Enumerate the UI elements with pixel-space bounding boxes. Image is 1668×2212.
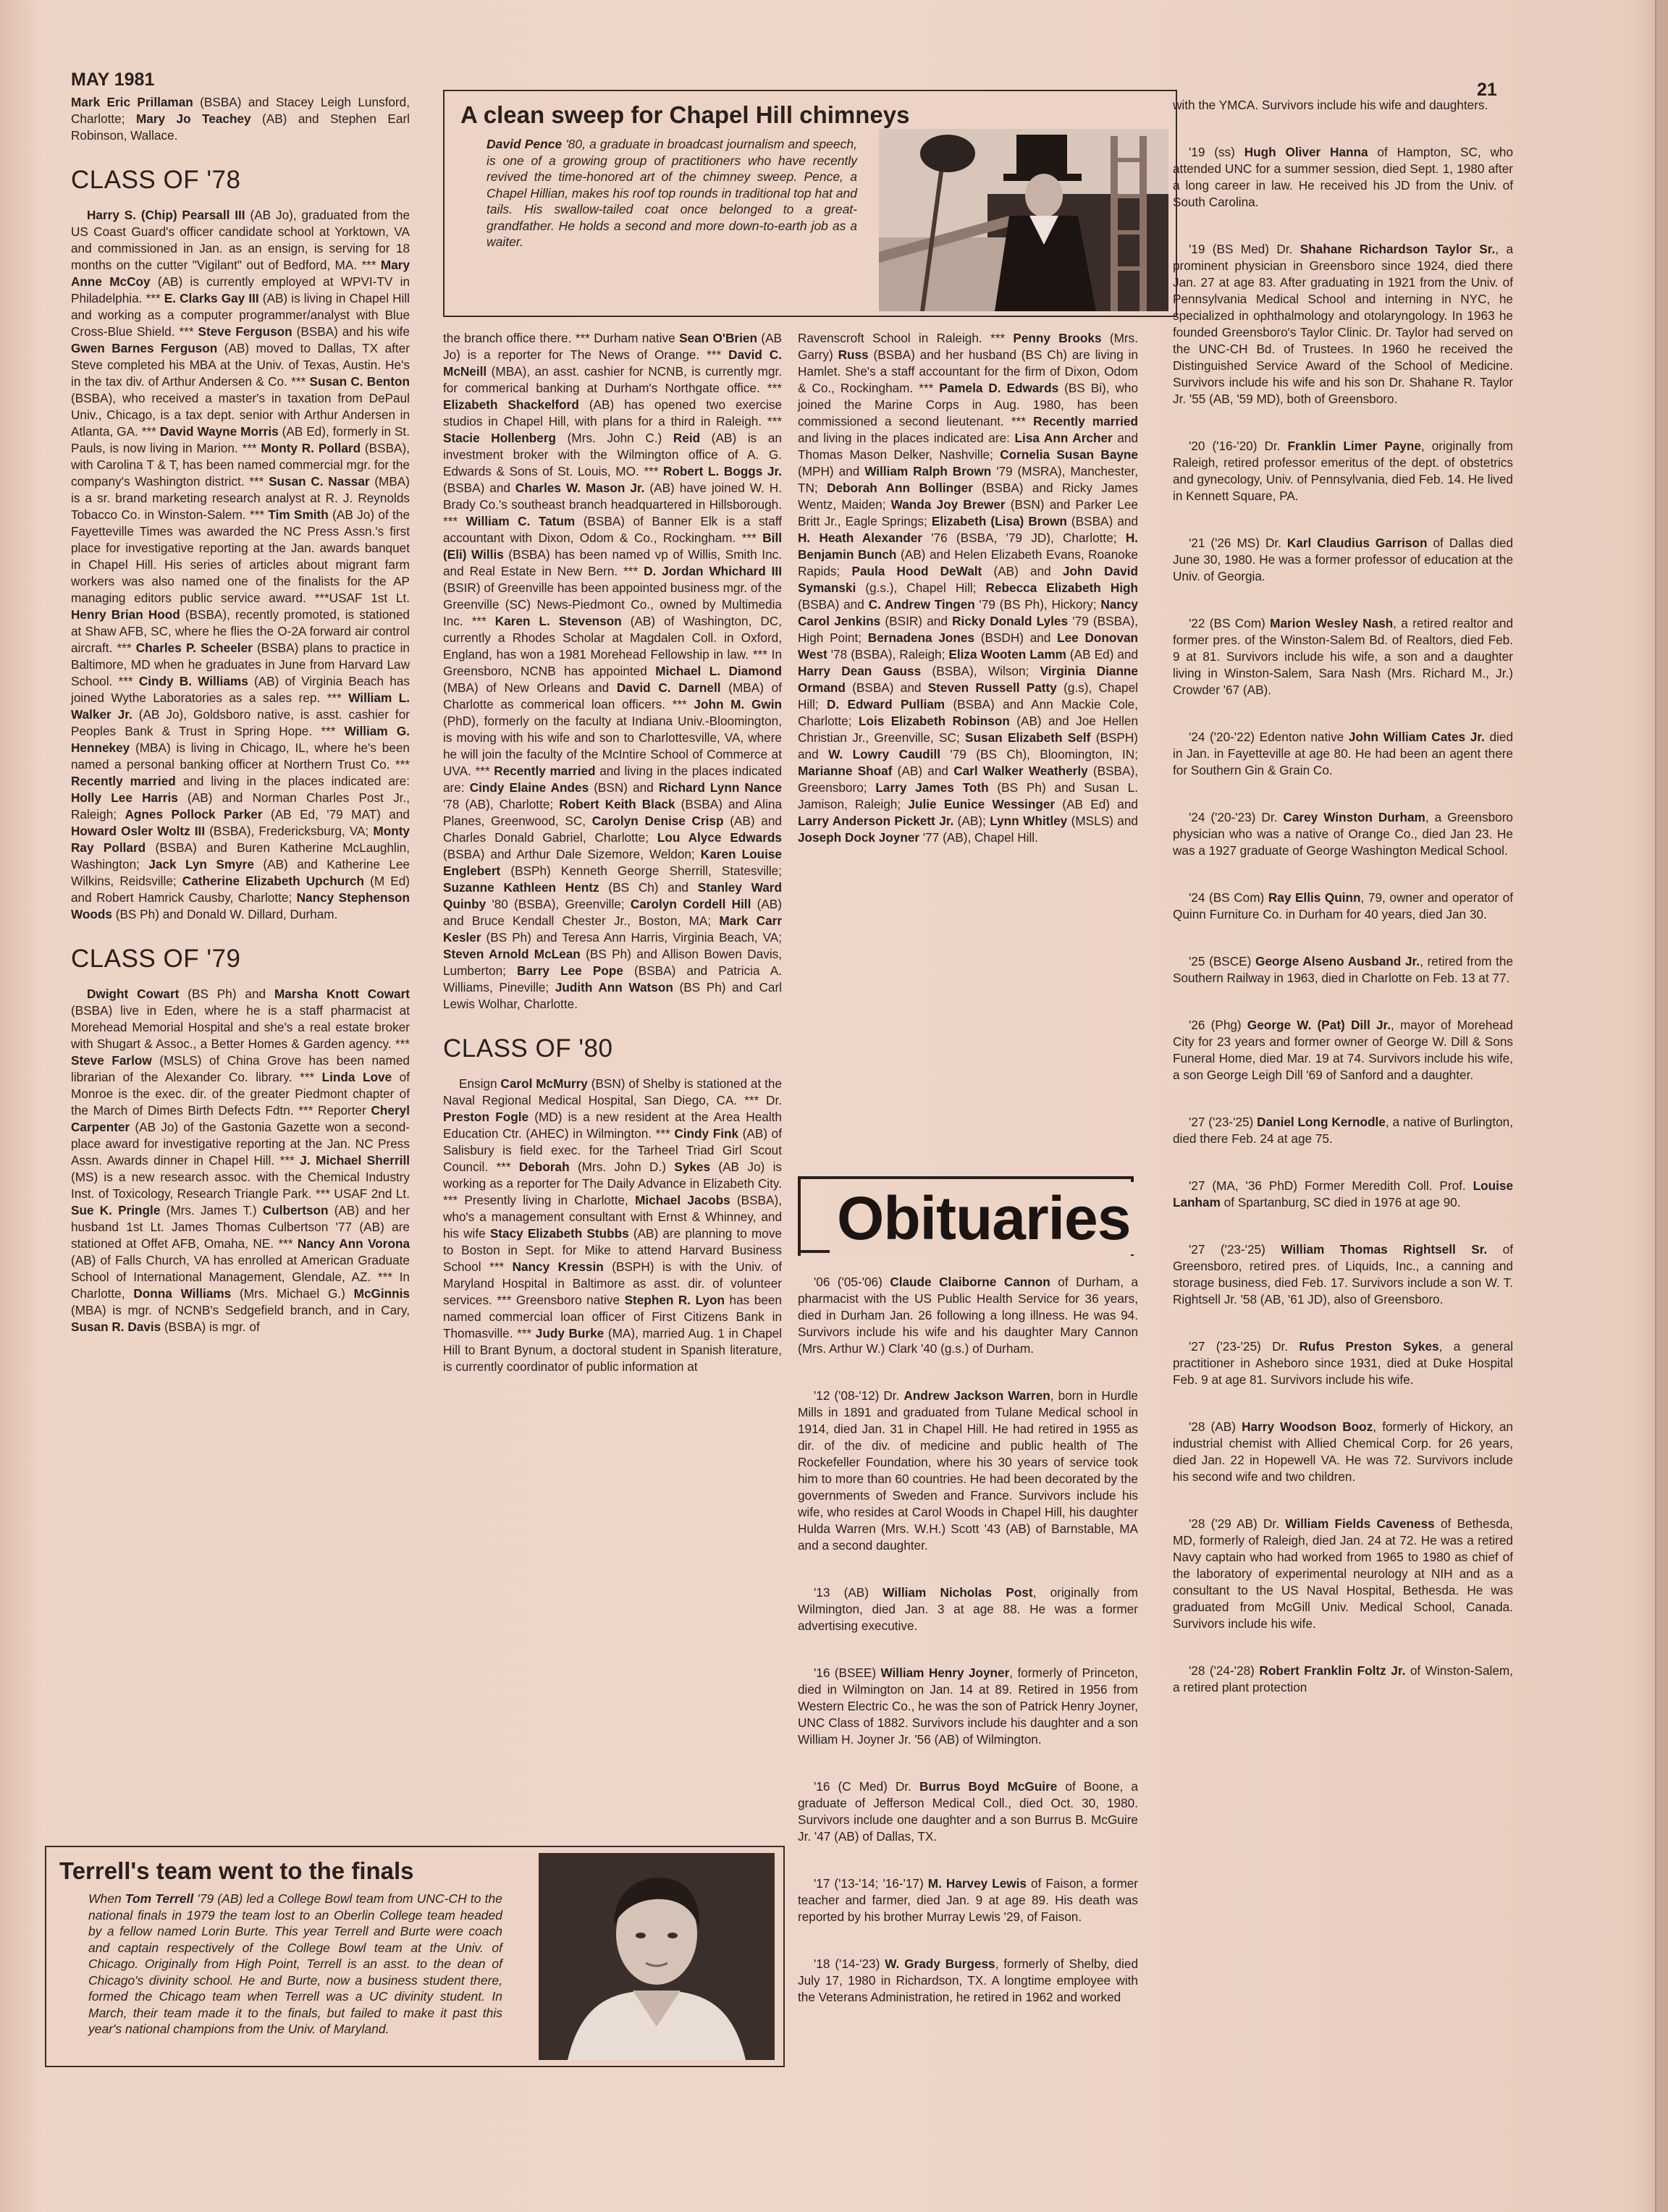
obituary-entry: '06 ('05-'06) Claude Claiborne Cannon of Durham, a pharmacist with the US Public Health Service for 36 years, died in Durham Jan. 26 following a long illness. He was 94. Survivors include his wife and his daughter Mary Cannon (Mrs. Arthur W.) Clark '40 (g.s.) of Durham. xyxy=(798,1275,1139,1356)
obituaries-banner xyxy=(798,1176,1131,1256)
column-2 xyxy=(443,330,782,1375)
col3-text: Ravenscroft School in Raleigh. *** Penny Brooks (Mrs. Garry) Russ (BSBA) and her husband (BS Ch) are living in Hamlet. She's a staff accountant for the firm of Dixon, Odom & Co., Rockingham. *** Pamela D. Edwards (BS Bi), who joined the Marine Corps in Aug. 1980, has been commissioned a second lieutenant. *** Recently married and living in the places indicated are: Lisa Ann Archer and Thomas Mason Delker, Nashville; Cornelia Susan Bayne (MPH) and William Ralph Brown '79 (MSRA), Manchester, TN; Deborah Ann Bollinger (BSBA) and Ricky James Wentz, Maiden; Wanda Joy Brewer (BSN) and Parker Lee Britt Jr., Eagle Springs; Elizabeth (Lisa) Brown (BSBA) and H. Heath Alexander '76 (BSBA, '79 JD), Charlotte; H. Benjamin Bunch (AB) and Helen Elizabeth Evans, Roanoke Rapids; Paula Hood DeWalt (AB) and John David Symanski (g.s.), Chapel Hill; Rebecca Elizabeth High (BSBA) and C. Andrew Tingen '79 (BS Ph), Hickory; Nancy Carol Jenkins (BSIR) and Ricky Donald Lyles '79 (BSBA), High Point; Bernadena Jones (BSDH) and Lee Donovan West '78 (BSBA), Raleigh; Eliza Wooten Lamm (AB Ed) and Harry Dean Gauss (BSBA), Wilson; Virginia Dianne Ormand (BSBA) and Steven Russell Patty (g.s), Chapel Hill; D. Edward Pulliam (BSBA) and Ann Mackie Cole, Charlotte; Lois Elizabeth Robinson (AB) and Joe Hellen Christian Jr., Greenville, SC; Susan Elizabeth Self (BSPH) and W. Lowry Caudill '79 (BS Ch), Bloomington, IN; Marianne Shoaf (AB) and Carl Walker Weatherly (BSBA), Greensboro; Larry James Toth (BS Ph) and Susan L. Jamison, Raleigh; Julie Eunice Wessinger (AB Ed) and Larry Anderson Pickett Jr. (AB); Lynn Whitley (MSLS) and Joseph Dock Joyner '77 (AB), Chapel Hill. xyxy=(798,331,1139,845)
class-of-79-text: Dwight Cowart (BS Ph) and Marsha Knott Cowart (BSBA) live in Eden, where he is a staff pharmacist at Morehead Memorial Hospital and she's a real estate broker with Shugart & Assoc., a Better Homes & Garden agency. *** Steve Farlow (MSLS) of China Grove has been named librarian of the Alexander Co. library. *** Linda Love of Monroe is the exec. dir. of the greater Piedmont chapter of the March of Dimes Birth Defects Fdtn. *** Reporter Cheryl Carpenter (AB Jo) of the Gastonia Gazette won a second-place award for investigative reporting at the Jan. NC Press Assn. Awards dinner in Chapel Hill. *** J. Michael Sherrill (MS) is a new research assoc. with the Chemical Industry Inst. of Toxicology, Research Triangle Park. *** USAF 2nd Lt. Sue K. Pringle (Mrs. James T.) Culbertson (AB) and her husband 1st Lt. James Thomas Culbertson '77 (AB) are stationed at Offet AFB, Omaha, NE. *** Nancy Ann Vorona (AB) of Falls Church, VA has enrolled at American Graduate School of International Management, Glendale, AZ. *** In Charlotte, Donna Williams (Mrs. Michael G.) McGinnis (MBA) is mgr. of NCNB's Sedgefield branch, and in Cary, Susan R. Davis (BSBA) is mgr. of xyxy=(71,987,410,1334)
obituaries-column-4 xyxy=(1173,97,1513,1726)
class-of-78-text: Harry S. (Chip) Pearsall III (AB Jo), graduated from the US Coast Guard's officer candidate school at Yorktown, VA and commissioned in Jan. as an ensign, is serving for 18 months on the cutter "Vigilant" out of Bedford, MA. *** Mary Anne McCoy (AB) is currently employed at WPVI-TV in Philadelphia. *** E. Clarks Gay III (AB) is living in Chapel Hill and working as a computer programmer/analyst with Blue Cross-Blue Shield. *** Steve Ferguson (BSBA) and his wife Gwen Barnes Ferguson (AB) moved to Dallas, TX after Steve completed his MBA at the Univ. of Texas, Austin. He's in the tax div. of Arthur Andersen & Co. *** Susan C. Benton (BSBA), who received a master's in taxation from DePaul Univ., Chicago, is a tax dept. senior with Arthur Andersen in Atlanta, GA. *** David Wayne Morris (AB Ed), formerly in St. Pauls, is now living in Marion. *** Monty R. Pollard (BSBA), with Carolina T & T, has been named commercial mgr. for the company's Washington district. *** Susan C. Nassar (MBA) is a sr. brand marketing research analyst at R. J. Reynolds Tobacco Co. in Winston-Salem. *** Tim Smith (AB Jo) of the Fayetteville Times was awarded the NC Press Assn.'s first place for investigative reporting at the Jan. awards banquet in Chapel Hill. His series of articles about migrant farm workers was also named one of the finalists for the AP managing editors public service award. ***USAF 1st Lt. Henry Brian Hood (BSBA), recently promoted, is stationed at Shaw AFB, SC, where he flies the O-2A forward air control aircraft. *** Charles P. Scheeler (BSBA) plans to practice in Baltimore, MD when he graduates in June from Harvard Law School. *** Cindy B. Williams (AB) of Virginia Beach has joined Wythe Laboratories as a sales rep. *** William L. Walker Jr. (AB Jo), Goldsboro native, is asst. cashier for Peoples Bank & Trust in Spring Hope. *** William G. Hennekey (MBA) is living in Chicago, IL, where he's been named a personal banking officer at Northern Trust Co. *** Recently married and living in the places indicated are: Holly Lee Harris (AB) and Norman Charles Post Jr., Raleigh; Agnes Pollock Parker (AB Ed, '79 MAT) and Howard Osler Woltz III (BSBA), Fredericksburg, VA; Monty Ray Pollard (BSBA) and Buren Katherine McLaughlin, Washington; Jack Lyn Smyre (AB) and Katherine Lee Wilkins, Reidsville; Catherine Elizabeth Upchurch (M Ed) and Robert Hamrick Causby, Charlotte; Nancy Stephenson Woods (BS Ph) and Donald W. Dillard, Durham. xyxy=(71,208,410,921)
column-3 xyxy=(798,330,1138,846)
obituary-entry: with the YMCA. Survivors include his wife and daughters. xyxy=(1173,98,1488,112)
obituary-entry: '25 (BSCE) George Alseno Ausband Jr., retired from the Southern Railway in 1963, died in Charlotte on Feb. 13 at 77. xyxy=(1173,954,1514,985)
obituary-entry: '27 ('23-'25) William Thomas Rightsell Sr. of Greensboro, retired pres. of Liquids, Inc., a canning and storage business, died Feb. 17. Survivors include a son W. T. Rightsell Jr. '58 (AB, '61 JD), also of Greensboro. xyxy=(1173,1242,1514,1306)
obituary-entry: '24 ('20-'22) Edenton native John William Cates Jr. died in Jan. in Fayetteville at age 80. He had been an agent there for Southern Gin & Grain Co. xyxy=(1173,730,1513,777)
obituary-entry: '19 (BS Med) Dr. Shahane Richardson Taylor Sr., a prominent physician in Greensboro since 1924, died there Jan. 27 at age 83. After graduating in 1921 from the Univ. of Pennsylvania Medical School and interning in NYC, he specialized in ophthalmology and otolaryngology. In 1963 he founded Greensboro's Taylor Clinic. Dr. Taylor had served on the UNC-CH Bd. of Trustees. In 1960 he received the Distinguished Service Award of the School of Medicine. Survivors include his wife and his son Dr. Shahane R. Taylor Jr. '55 (AB, '59 MD), both of Greensboro. xyxy=(1173,242,1514,406)
obituary-entry: '26 (Phg) George W. (Pat) Dill Jr., mayor of Morehead City for 23 years and former owner of George W. Dill & Sons Funeral Home, died Mar. 19 at 74. Survivors include his wife, a son George Leigh Dill '69 of Sanford and a daughter. xyxy=(1173,1018,1513,1082)
chimney-sweep-caption: David Pence '80, a graduate in broadcast journalism and speech, is one of a growing group of practitioners who have recently revived the time-honored art of the chimney sweep. Pence, a Chapel Hillian, makes his roof top rounds in traditional top hat and tails. His swallow-tailed coat once belonged to a great-grandfather. He holds a second and more down-to-earth job as a waiter. xyxy=(486,137,857,249)
obituary-entry: '16 (BSEE) William Henry Joyner, formerly of Princeton, died in Wilmington on Jan. 14 at 89. Retired in 1956 from Western Electric Co., he was the son of Patrick Henry Joyner, UNC Class of 1882. Survivors include his daughter and a son William H. Joyner Jr. '56 (AB) of Wilmington. xyxy=(798,1666,1138,1747)
class-of-79-heading: CLASS OF '79 xyxy=(71,945,241,973)
chimney-sweep-illustration xyxy=(879,129,1168,311)
obituary-entry: '27 (MA, '36 PhD) Former Meredith Coll. Prof. Louise Lanham of Spartanburg, SC died in 1976 at age 90. xyxy=(1173,1178,1513,1210)
obituary-entry: '27 ('23-'25) Daniel Long Kernodle, a native of Burlington, died there Feb. 24 at age 75. xyxy=(1173,1115,1513,1146)
terrell-portrait xyxy=(539,1853,775,2060)
obituaries-title: Obituaries xyxy=(830,1182,1137,1254)
issue-date: MAY 1981 xyxy=(71,69,155,90)
obituary-entry: '17 ('13-'14; '16-'17) M. Harvey Lewis of Faison, a former teacher and farmer, died Jan. 9 at age 89. His death was reported by his brother Murray Lewis '29, of Faison. xyxy=(798,1876,1139,1924)
class-of-78-heading: CLASS OF '78 xyxy=(71,166,241,194)
class-of-80-text: Ensign Carol McMurry (BSN) of Shelby is stationed at the Naval Regional Medical Hospital, San Diego, CA. *** Dr. Preston Fogle (MD) is a new resident at the Area Health Education Ctr. (AHEC) in Wilmington. *** Cindy Fink (AB) of Salisbury is field exec. for the Tarheel Triad Girl Scout Council. *** Deborah (Mrs. John D.) Sykes (AB Jo) is working as a reporter for The Daily Advance in Elizabeth City. *** Presently living in Charlotte, Michael Jacobs (BSBA), who's a management consultant with Ernst & Whinney, and his wife Stacy Elizabeth Stubbs (AB) are planning to move to Boston in Sept. for Mike to attend Harvard Business School *** Nancy Kressin (BSPH) is with the Univ. of Maryland Hospital in Baltimore as asst. dir. of volunteer services. *** Greensboro native Stephen R. Lyon has been named commercial loan officer of First Citizens Bank in Thomasville. *** Judy Burke (MA), married Aug. 1 in Chapel Hill to Brant Bynum, a doctoral student in Spanish literature, is currently coordinator of public information at xyxy=(443,1076,783,1374)
chimney-sweep-feature xyxy=(443,90,1177,317)
obituary-entry: '24 ('20-'23) Dr. Carey Winston Durham, a Greensboro physician who was a native of Orange Co., died Jan 23. He was a 1927 graduate of George Washington Medical School. xyxy=(1173,810,1513,858)
obituary-entry: '24 (BS Com) Ray Ellis Quinn, 79, owner and operator of Quinn Furniture Co. in Durham for 40 years, died Jan 30. xyxy=(1173,890,1514,921)
terrell-feature xyxy=(45,1846,785,2067)
chimney-sweep-photo xyxy=(879,129,1168,311)
obituary-entry: '18 ('14-'23) W. Grady Burgess, formerly of Shelby, died July 17, 1980 in Richardson, TX. A longtime employee with the Veterans Administration, he retired in 1962 and worked xyxy=(798,1956,1138,2004)
terrell-caption: When Tom Terrell '79 (AB) led a College Bowl team from UNC-CH to the national finals in 1979 the team lost to an Oberlin College team headed by a fellow named Lorin Burte. This year Terrell and Burte were coach and captain respectively of the College Bowl team at the Univ. of Chicago. Originally from High Point, Terrell is an asst. to the dean of Chicago's divinity school. He and Burte, now a business student there, formed the Chicago team when Terrell was a UC divinity student. In March, their team made it to the finals, but failed to make it past this year's national champions from the Univ. of Maryland. xyxy=(88,1891,503,2036)
obituary-entry: '28 ('29 AB) Dr. William Fields Caveness of Bethesda, MD, formerly of Raleigh, died Jan. 24 at 72. He was a retired Navy captain who had worked from 1965 to 1980 as chief of the laboratory of experimental neurology at NIH and as a consultant to the US Naval Hospital, Bethesda. He was graduated from McGill Univ. Medical School, Canada. Survivors include his wife. xyxy=(1173,1516,1513,1631)
obituaries-column-3 xyxy=(798,1274,1138,2036)
obituary-list-continued xyxy=(1173,97,1513,1696)
obituary-entry: '19 (ss) Hugh Oliver Hanna of Hampton, SC, who attended UNC for a summer session, died Sept. 1, 1980 after a long career in law. He received his JD from the Univ. of South Carolina. xyxy=(1173,145,1513,209)
obituary-entry: '21 ('26 MS) Dr. Karl Claudius Garrison of Dallas died June 30, 1980. He was a former professor of education at the Univ. of Georgia. xyxy=(1173,536,1514,583)
terrell-title: Terrell's team went to the finals xyxy=(59,1857,414,1884)
obituary-entry: '12 ('08-'12) Dr. Andrew Jackson Warren, born in Hurdle Mills in 1891 and graduated from Tulane Medical school in 1914, died Jan. 31 in Chapel Hill. He had retired in 1955 as dir. of the div. of medicine and public health of The Rockefeller Foundation, where his 30 years of service took him to more than 60 countries. He had been decorated by the governments of Sweden and France. Survivors include his wife, who resides at Carol Woods in Chapel Hill, his daughter Hulda Warren (Mrs. W.H.) Scott '43 (AB) of Barnstable, MA and a second daughter. xyxy=(798,1388,1138,1553)
obituary-entry: '13 (AB) William Nicholas Post, originally from Wilmington, died Jan. 3 at age 88. He was a former advertising executive. xyxy=(798,1585,1139,1633)
page-number: 21 xyxy=(1477,80,1497,100)
obituary-entry: '16 (C Med) Dr. Burrus Boyd McGuire of Boone, a graduate of Jefferson Medical Coll., died Oct. 30, 1980. Survivors include one daughter and a son Burrus B. McGuire Jr. '47 (AB) of Dallas, TX. xyxy=(798,1779,1138,1844)
col1-intro: Mark Eric Prillaman (BSBA) and Stacey Leigh Lunsford, Charlotte; Mary Jo Teachey (AB) and Stephen Earl Robinson, Wallace. xyxy=(71,95,410,143)
obituary-list xyxy=(798,1274,1138,2006)
page-edge xyxy=(1655,0,1668,2212)
chimney-sweep-title: A clean sweep for Chapel Hill chimneys xyxy=(460,101,910,128)
obituary-entry: '28 (AB) Harry Woodson Booz, formerly of Hickory, an industrial chemist with Allied Chemical Corp. for 26 years, died Jan. 22 in Hopewell VA. He was 72. Survivors include his second wife and two children. xyxy=(1173,1419,1513,1484)
terrell-photo xyxy=(539,1853,775,2060)
obituary-entry: '28 ('24-'28) Robert Franklin Foltz Jr. of Winston-Salem, a retired plant protection xyxy=(1173,1663,1514,1694)
class-of-80-heading: CLASS OF '80 xyxy=(443,1034,613,1063)
obituary-entry: '20 ('16-'20) Dr. Franklin Limer Payne, originally from Raleigh, retired professor emeritus of the dept. of obstetrics and gynecology, Univ. of Pennsylvania, died Feb. 14. He lived in Kennett Square, PA. xyxy=(1173,439,1513,503)
col2-text: the branch office there. *** Durham native Sean O'Brien (AB Jo) is a reporter for The News of Orange. *** David C. McNeill (MBA), an asst. cashier for NCNB, is currently mgr. for commerical banking at Durham's Northgate office. *** Elizabeth Shackelford (AB) has opened two exercise studios in Chapel Hill, with plans for a third in Raleigh. *** Stacie Hollenberg (Mrs. John C.) Reid (AB) is an investment broker with the Wilmington office of A. G. Edwards & Sons of St. Louis, MO. *** Robert L. Boggs Jr. (BSBA) and Charles W. Mason Jr. (AB) have joined W. H. Brady Co.'s southeast branch headquartered in Hillsborough. *** William C. Tatum (BSBA) of Banner Elk is a staff accountant with Dixon, Odom & Co., Rockingham. *** Bill (Eli) Willis (BSBA) has been named vp of Willis, Smith Inc. and Real Estate in New Bern. *** D. Jordan Whichard III (BSIR) of Greenville has been appointed business mgr. of the Greenville (SC) News-Piedmont Co., owned by Multimedia Inc. *** Karen L. Stevenson (AB) of Washington, DC, currently a Rhodes Scholar at Magdalen Coll. in Oxford, England, has won a 1981 Morehead Fellowship in law. *** In Greensboro, NCNB has appointed Michael L. Diamond (MBA) of New Orleans and David C. Darnell (MBA) of Charlotte as commerical loan officers. *** John M. Gwin (PhD), formerly on the faculty at Indiana Univ.-Bloomington, is moving with his wife and son to Charlottesville, VA, where he will join the faculty of the McIntire School of Commerce at UVA. *** Recently married and living in the places indicated are: Cindy Elaine Andes (BSN) and Richard Lynn Nance '78 (AB), Charlotte; Robert Keith Black (BSBA) and Alina Planes, Greenwood, SC, Carolyn Denise Crisp (AB) and Charles Donald Gabriel, Charlotte; Lou Alyce Edwards (BSBA) and Arthur Dale Sizemore, Weldon; Karen Louise Englebert (BSPh) Kenneth George Sherrill, Statesville; Suzanne Kathleen Hentz (BS Ch) and Stanley Ward Quinby '80 (BSBA), Greenville; Carolyn Cordell Hill (AB) and Bruce Kendall Chester Jr., Boston, MA; Mark Carr Kesler (BS Ph) and Teresa Ann Harris, Virginia Beach, VA; Steven Arnold McLean (BS Ph) and Allison Bowen Davis, Lumberton; Barry Lee Pope (BSBA) and Patricia A. Williams, Pineville; Judith Ann Watson (BS Ph) and Carl Lewis Wolhar, Charlotte. xyxy=(443,331,783,1011)
obituary-entry: '27 ('23-'25) Dr. Rufus Preston Sykes, a general practitioner in Asheboro since 1931, died at Duke Hospital Feb. 9 at age 81. Survivors include his wife. xyxy=(1173,1339,1514,1387)
obituary-entry: '22 (BS Com) Marion Wesley Nash, a retired realtor and former pres. of the Winston-Salem Bd. of Realtors, died Feb. 9 at 81. Survivors include his wife, a son and a daughter living in Winston-Salem, Sara Nash (Mrs. Richard M., Jr.) Crowder '67 (AB). xyxy=(1173,616,1514,697)
column-1 xyxy=(71,94,410,1335)
